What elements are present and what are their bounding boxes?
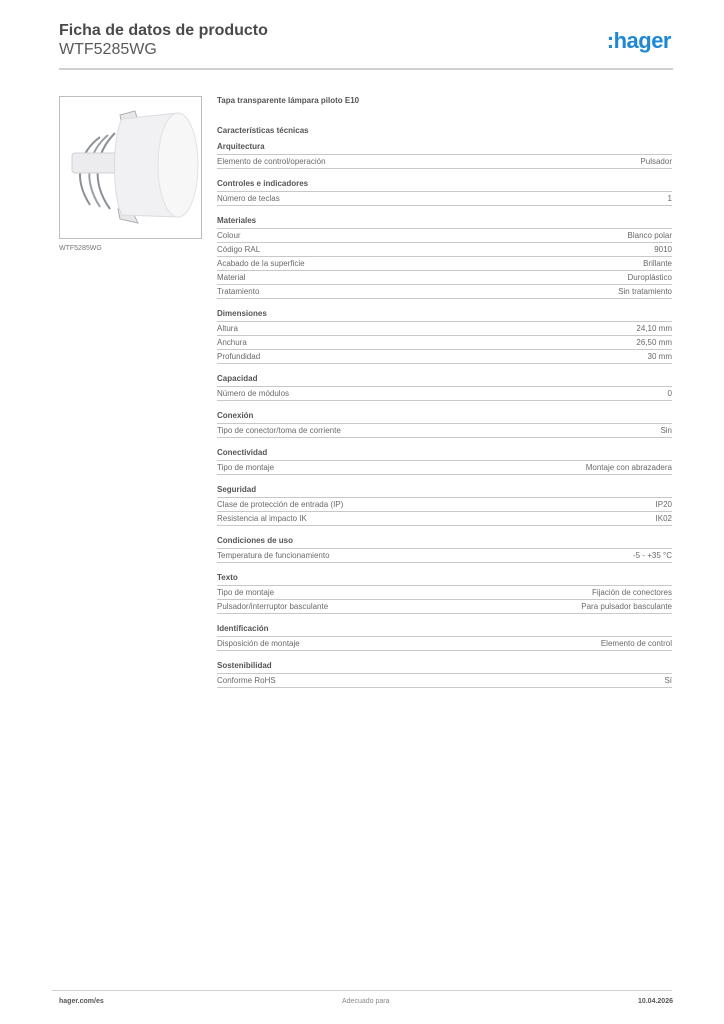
spec-value: Para pulsador basculante: [581, 602, 672, 611]
spec-row: [217, 674, 672, 688]
footer-divider: [52, 990, 672, 991]
spec-row: [217, 549, 672, 563]
spec-row: [217, 637, 672, 651]
spec-group: [217, 485, 672, 526]
spec-row: [217, 600, 672, 614]
product-photo-icon: [60, 97, 202, 239]
spec-group-title: Arquitectura: [217, 142, 672, 155]
page-header: [59, 22, 673, 70]
spec-label: Material: [217, 273, 246, 282]
spec-label: Tipo de montaje: [217, 463, 275, 472]
hager-logo: :hager: [606, 28, 671, 53]
spec-row: [217, 229, 672, 243]
section-title: Características técnicas: [217, 126, 309, 135]
spec-group: [217, 448, 672, 475]
spec-row: [217, 424, 672, 438]
spec-group-title: Capacidad: [217, 374, 672, 387]
product-image: [59, 96, 202, 239]
spec-row: [217, 461, 672, 475]
spec-value: Brillante: [643, 259, 672, 268]
spec-row: [217, 350, 672, 364]
spec-label: Anchura: [217, 338, 247, 347]
spec-group-title: Dimensiones: [217, 309, 672, 322]
spec-value: Duroplástico: [627, 273, 672, 282]
spec-label: Tratamiento: [217, 287, 260, 296]
spec-value: 9010: [654, 245, 672, 254]
product-code: WTF5285WG: [59, 41, 157, 58]
spec-label: Resistencia al impacto IK: [217, 514, 307, 523]
spec-value: 0: [667, 389, 672, 398]
spec-label: Tipo de montaje: [217, 588, 275, 597]
spec-group: [217, 179, 672, 206]
spec-label: Acabado de la superficie: [217, 259, 305, 268]
spec-label: Temperatura de funcionamiento: [217, 551, 330, 560]
spec-row: [217, 285, 672, 299]
spec-row: [217, 192, 672, 206]
spec-label: Colour: [217, 231, 241, 240]
spec-group: [217, 661, 672, 688]
spec-label: Profundidad: [217, 352, 261, 361]
spec-value: Sí: [664, 676, 672, 685]
spec-label: Tipo de conector/toma de corriente: [217, 426, 341, 435]
spec-value: 24,10 mm: [636, 324, 672, 333]
spec-group-title: Materiales: [217, 216, 672, 229]
footer-date: 10.04.2026: [637, 998, 673, 1005]
spec-group: [217, 411, 672, 438]
spec-value: Blanco polar: [627, 231, 672, 240]
spec-group: [217, 374, 672, 401]
spec-value: Elemento de control: [600, 639, 672, 648]
spec-label: Pulsador/interruptor basculante: [217, 602, 329, 611]
spec-value: -5 - +35 °C: [633, 551, 672, 560]
spec-group-title: Sostenibilidad: [217, 661, 672, 674]
spec-value: Sin tratamiento: [618, 287, 672, 296]
spec-group: [217, 216, 672, 299]
spec-value: Montaje con abrazadera: [585, 463, 672, 472]
spec-row: [217, 322, 672, 336]
spec-value: 1: [667, 194, 672, 203]
footer-suitable-for: Adecuado para: [342, 998, 390, 1005]
spec-value: 30 mm: [647, 352, 672, 361]
spec-label: Altura: [217, 324, 238, 333]
spec-row: [217, 271, 672, 285]
spec-value: 26,50 mm: [636, 338, 672, 347]
spec-group: [217, 624, 672, 651]
spec-row: [217, 243, 672, 257]
spec-group-title: Identificación: [217, 624, 672, 637]
spec-row: [217, 512, 672, 526]
header-divider: [59, 68, 673, 70]
spec-value: IP20: [655, 500, 672, 509]
product-description: Tapa transparente lámpara piloto E10: [217, 96, 360, 105]
spec-group-title: Conectividad: [217, 448, 672, 461]
spec-label: Elemento de control/operación: [217, 157, 326, 166]
spec-label: Número de teclas: [217, 194, 280, 203]
spec-groups: [217, 142, 672, 688]
spec-label: Número de módulos: [217, 389, 290, 398]
spec-content: [217, 96, 672, 688]
spec-group-title: Seguridad: [217, 485, 672, 498]
spec-row: [217, 387, 672, 401]
image-caption: WTF5285WG: [59, 245, 102, 252]
page-title: Ficha de datos de producto: [59, 22, 268, 39]
spec-label: Clase de protección de entrada (IP): [217, 500, 344, 509]
spec-row: [217, 336, 672, 350]
spec-value: Pulsador: [640, 157, 672, 166]
spec-row: [217, 155, 672, 169]
spec-group-title: Texto: [217, 573, 672, 586]
spec-value: IK02: [655, 514, 672, 523]
spec-group-title: Controles e indicadores: [217, 179, 672, 192]
footer-website-link[interactable]: hager.com/es: [59, 998, 104, 1005]
spec-label: Disposición de montaje: [217, 639, 300, 648]
spec-group-title: Condiciones de uso: [217, 536, 672, 549]
spec-group-title: Conexión: [217, 411, 672, 424]
spec-row: [217, 498, 672, 512]
spec-group: [217, 573, 672, 614]
spec-group: [217, 536, 672, 563]
spec-row: [217, 586, 672, 600]
spec-label: Conforme RoHS: [217, 676, 276, 685]
spec-label: Código RAL: [217, 245, 261, 254]
spec-group: [217, 142, 672, 169]
spec-value: Fijación de conectores: [591, 588, 672, 597]
spec-group: [217, 309, 672, 364]
spec-value: Sin: [660, 426, 672, 435]
spec-row: [217, 257, 672, 271]
